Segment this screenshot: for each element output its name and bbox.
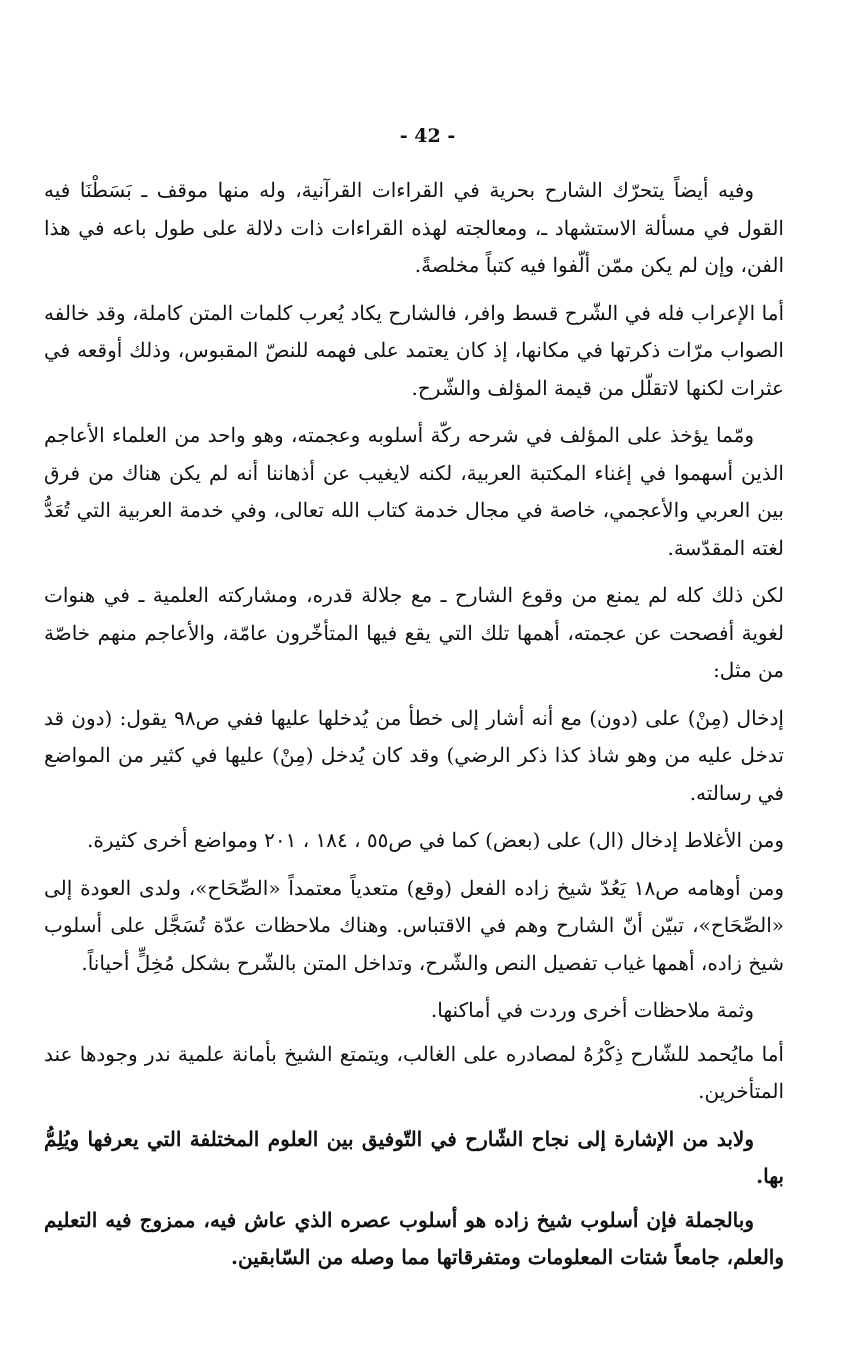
paragraph-irab: أما الإعراب فله في الشّرح قسط وافر، فالشارح يكاد يُعرب كلمات المتن كاملة، وقد خالفه الصواب مرّات ذكرتها في مكانها، إذ كان يعتمد على فهمه للنصّ المقبوس، وذلك أوقعه في عثرات لكنها لاتقلّل من قيمة المؤلف والشّرح. [44, 300, 784, 400]
paragraph-ujma: ومّما يؤخذ على المؤلف في شرحه ركّة أسلوبه وعجمته، وهو واحد من العلماء الأعاجم الذين أسهموا في إغناء المكتبة العربية، لكنه لايغيب عن أذهاننا أنه لم يكن هناك من فرق بين العربي والأعجمي، خاصة في مجال خدمة كتاب الله تعالى، وفي خدمة العربية التي تُعَدُّ لغته المقدّسة. [44, 423, 784, 560]
paragraph-najah: ولابد من الإشارة إلى نجاح الشّارح في التّوفيق بين العلوم المختلفة التي يعرفها ويُلِمُّ بها. [44, 1126, 784, 1188]
paragraph-hanawat: لكن ذلك كله لم يمنع من وقوع الشارح ـ مع جلالة قدره، ومشاركته العلمية ـ في هنوات لغوية أفصحت عن عجمته، أهمها تلك التي يقع فيها المتأخّرون عامّة، والأعاجم منهم خاصّة من مثل: [44, 583, 784, 682]
paragraph-awham: ومن أوهامه ص١٨ يَعُدّ شيخ زاده الفعل (وقع) متعدياً معتمداً «الصِّحَاح»، ولدى العودة إلى «الصِّحَاح»، تبيّن أنّ الشارح وهم في الاقتباس. وهناك ملاحظات عدّة تُسَجَّل على أسلوب شيخ زاده، أهمها غياب تفصيل النص والشّرح، وتداخل المتن بالشّرح بشكل مُخِلٍّ أحياناً. [44, 875, 785, 975]
body-text [44, 172, 784, 1287]
paragraph-jumla: وبالجملة فإن أسلوب شيخ زاده هو أسلوب عصره الذي عاش فيه، ممزوج فيه التعليم والعلم، جامعاً شتات المعلومات ومتفرقاتها مما وصله من السّابقين. [44, 1207, 784, 1269]
paragraph-min-dun: إدخال (مِنْ) على (دون) مع أنه أشار إلى خطأ من يُدخلها عليها ففي ص٩٨ يقول: (دون قد تدخل عليه من وهو شاذ كذا ذكر الرضي) وقد كان يُدخل (مِنْ) عليها في كثير من المواضع في رسالته. [44, 705, 784, 805]
paragraph-al-bad: ومن الأغلاط إدخال (ال) على (بعض) كما في ص٥٥ ، ١٨٤ ، ٢٠١ ومواضع أخرى كثيرة. [87, 828, 784, 852]
paragraph-amana: أما مايُحمد للشّارح ذِكْرُهُ لمصادره على الغالب، ويتمتع الشيخ بأمانة علمية ندر وجودها عند المتأخرين. [44, 1041, 784, 1103]
paragraph-mulahazat: وثمة ملاحظات أخرى وردت في أماكنها. [430, 998, 754, 1022]
page-number: - 42 - [399, 125, 456, 147]
paragraph-qiraat: وفيه أيضاً يتحرّك الشارح بحرية في القراءات القرآنية، وله منها موقف ـ بَسَطْنَا فيه القول في مسألة الاستشهاد ـ، ومعالجته لهذه القراءات ذات دلالة على طول باعه في هذا الفن، وإن لم يكن ممّن ألّفوا فيه كتباً مخلصةً. [44, 178, 784, 277]
